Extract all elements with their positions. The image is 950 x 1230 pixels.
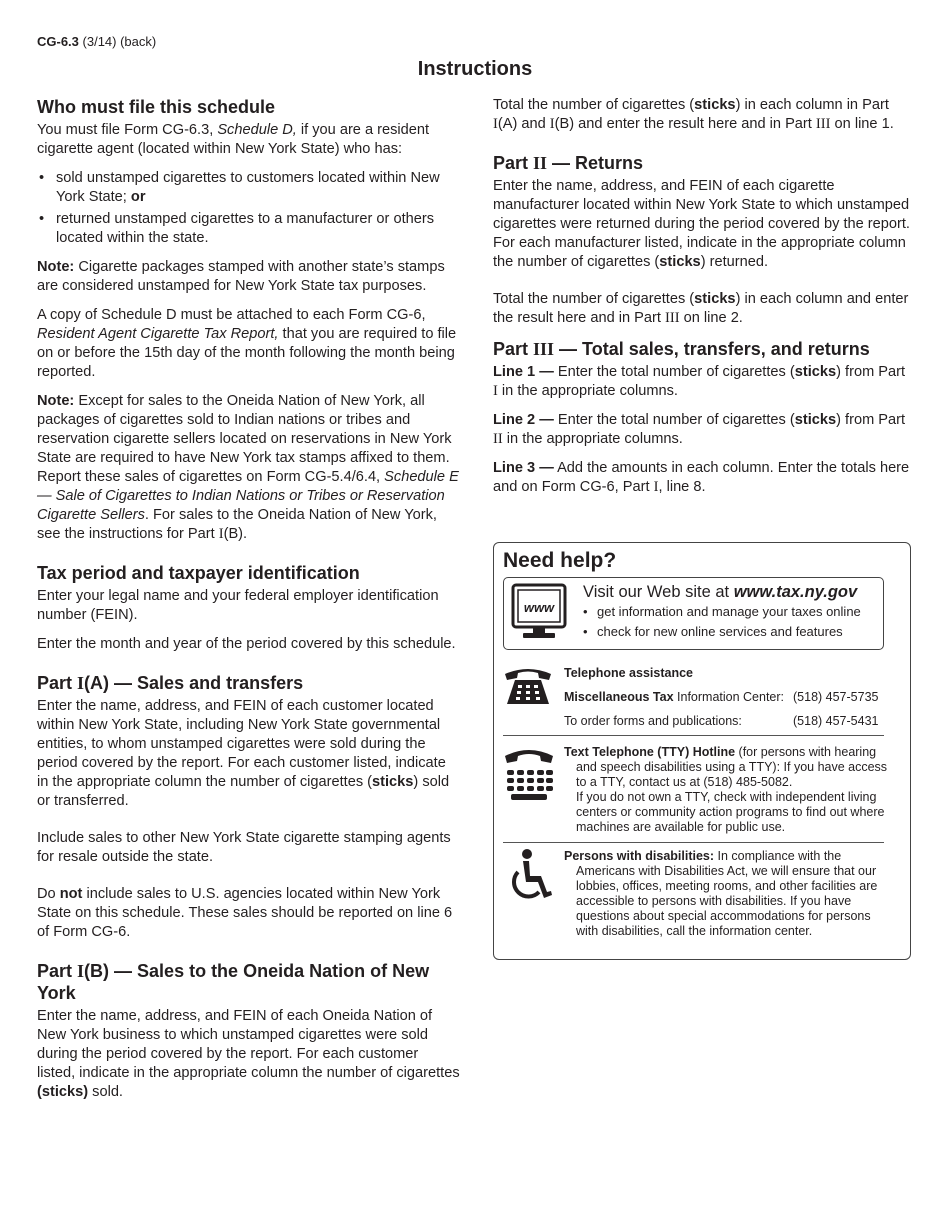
part2-p1: Enter the name, address, and FEIN of each cigarette manufacturer located within New York State to which unstamped cigarettes were returned during the period covered by the report. For each manufacturer listed, indicate in the appropriate column the number of cigarettes (sticks) returned. [493, 178, 910, 270]
website-text [583, 582, 861, 642]
part1b-p1: Enter the name, address, and FEIN of each Oneida Nation of New York business to which unstamped cigarettes were sold during the period covered by the report. For each customer listed, indicate in the appropriate column the number of cigarettes (sticks) sold. [37, 1008, 460, 1100]
page-title: Instructions [417, 58, 533, 80]
who-must-file-intro: You must file Form CG-6.3, Schedule D, if you are a resident cigarette agent (located within New York State) who has: [37, 122, 430, 157]
need-help-box [493, 542, 911, 960]
note-indian-nations: Note: Except for sales to the Oneida Nation of New York, all packages of cigarettes sold to Indian nations or tribes and reservation cigarette sellers located on reservations in New York State are required to have New York tax stamps affixed to them. Report these sales of cigarettes on Form CG-5.4/6.4, Schedule E — Sale of Cigarettes to Indian Nations or Tribes or Reservation Cigarette Sellers. For sales to the Oneida Nation of New York, see the instructions for Part I(B). [37, 393, 459, 542]
forms-phone: (518) 457-5431 [793, 714, 879, 728]
misc-tax-phone: (518) 457-5735 [793, 690, 879, 704]
tax-period-heading: Tax period and taxpayer identification [37, 563, 360, 583]
website-panel [503, 577, 884, 650]
form-id: CG-6.3 [37, 34, 79, 49]
part1b-heading: Part I(B) — Sales to the Oneida Nation of New York [37, 961, 430, 1003]
telephone-assistance: Telephone assistance Miscellaneous Tax Information Center: (518) 457-5735 To order forms and publications: (518) 457-5431 [564, 661, 894, 733]
website-label: Visit our Web site at [583, 583, 734, 601]
part1a-heading: Part I(A) — Sales and transfers [37, 673, 304, 693]
part3-line1: Line 1 — Enter the total number of cigarettes (sticks) from Part I in the appropriate columns. [493, 364, 906, 399]
part3-line2: Line 2 — Enter the total number of cigarettes (sticks) from Part II in the appropriate columns. [493, 412, 906, 447]
part1-total-paragraph: Total the number of cigarettes (sticks) in each column in Part I(A) and I(B) and enter the result here and in Part III on line 1. [493, 97, 894, 132]
list-item: • sold unstamped cigarettes to customers located within New York State; or [37, 169, 460, 207]
tax-period-p2: Enter the month and year of the period covered by this schedule. [37, 636, 456, 652]
need-help-title: Need help? [503, 549, 617, 572]
www-icon-label: www [523, 600, 555, 615]
part1a-p2: Include sales to other New York State cigarette stamping agents for resale outside the state. [37, 830, 451, 865]
divider [503, 842, 884, 843]
part2-heading: Part II — Returns [493, 153, 644, 173]
telephone-heading: Telephone assistance [564, 666, 693, 680]
form-header [37, 34, 156, 49]
computer-monitor-icon [511, 583, 567, 641]
telephone-icon [503, 664, 553, 708]
wheelchair-icon [503, 848, 553, 904]
schedule-copy-paragraph: A copy of Schedule D must be attached to each Form CG-6, Resident Agent Cigarette Tax Report, that you are required to file on or before the 15th day of the month following the month being reported. [37, 307, 457, 380]
who-must-file-list [37, 169, 460, 248]
part1a-p3: Do not include sales to U.S. agencies located within New York State on this schedule. These sales should be reported on line 6 of Form CG-6. [37, 886, 453, 940]
part2-p2: Total the number of cigarettes (sticks) in each column and enter the result here and in Part III on line 2. [493, 291, 909, 326]
part3-heading: Part III — Total sales, transfers, and returns [493, 339, 870, 359]
left-column [37, 96, 460, 1112]
disabilities-info: Persons with disabilities: In compliance with the Americans with Disabilities Act, we will ensure that our lobbies, offices, meeting rooms, and other facilities are accessible to persons with disabilities. If you have questions about special accommodations for persons with disabilities, call the information center. [564, 849, 878, 938]
list-item: • check for new online services and features [583, 622, 861, 642]
part1a-p1: Enter the name, address, and FEIN of each customer located within New York State, including New York State governmental entities, to whom unstamped cigarettes were sold during the period covered by the report. For each customer listed, indicate in the appropriate column the number of cigarettes (sticks) sold or transferred. [37, 698, 450, 809]
tty-icon [503, 746, 555, 804]
tax-period-p1: Enter your legal name and your federal employer identification number (FEIN). [37, 588, 439, 623]
who-must-file-heading: Who must file this schedule [37, 97, 276, 117]
part3-line3: Line 3 — Add the amounts in each column. Enter the totals here and on Form CG-6, Part I, line 8. [493, 460, 910, 495]
divider [503, 735, 884, 736]
form-revision: (3/14) (back) [78, 34, 157, 49]
list-item: • returned unstamped cigarettes to a manufacturer or others located within the state. [37, 210, 460, 248]
list-item: • get information and manage your taxes online [583, 602, 861, 622]
website-link[interactable]: www.tax.ny.gov [733, 583, 858, 601]
tty-hotline: Text Telephone (TTY) Hotline (for persons with hearing and speech disabilities using a TTY): If you have access to a TTY, contact us at (518) 485-5082. If you do not own a TTY, check with independent living centers or community action programs to find out where machines are available for public use. [564, 745, 888, 834]
right-column [493, 96, 913, 507]
note-unstamped: Note: Cigarette packages stamped with another state’s stamps are considered unstamped for New York State tax purposes. [37, 259, 445, 294]
